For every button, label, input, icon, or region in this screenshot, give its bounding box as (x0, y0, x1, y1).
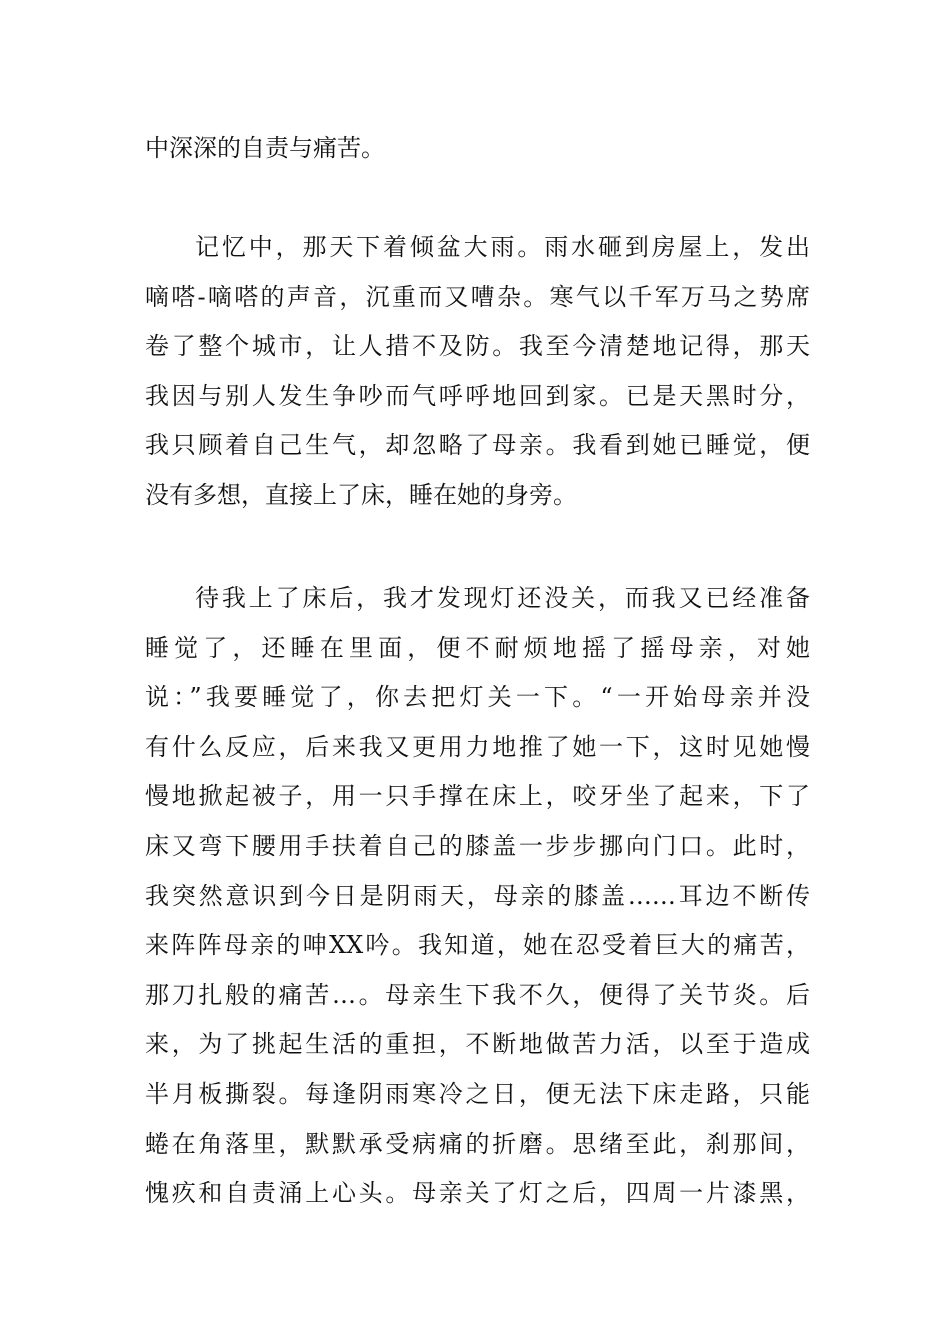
text-line: 没有多想，直接上了床，睡在她的身旁。 (145, 480, 577, 509)
text-line: 卷了整个城市，让人措不及防。我至今清楚地记得，那天 (145, 332, 810, 361)
paragraph-3 (145, 574, 810, 1219)
text-line: 有什么反应，后来我又更用力地推了她一下，这时见她慢 (145, 732, 810, 761)
text-line: 愧疚和自责涌上心头。母亲关了灯之后，四周一片漆黑， (145, 1179, 810, 1208)
text-line: 我突然意识到今日是阴雨天，母亲的膝盖……耳边不断传 (145, 881, 810, 910)
text-line: 记忆中，那天下着倾盆大雨。雨水砸到房屋上，发出 (195, 233, 810, 261)
text-line: 床又弯下腰用手扶着自己的膝盖一步步挪向门口。此时， (145, 831, 810, 860)
text-line: 待我上了床后，我才发现灯还没关，而我又已经准备 (195, 584, 810, 612)
text-line: 说：”我要睡觉了，你去把灯关一下。“一开始母亲并没 (145, 683, 810, 712)
text-line: 嘀嗒-嘀嗒的声音，沉重而又嘈杂。寒气以千军万马之势席 (145, 282, 810, 311)
paragraph-1 (145, 124, 810, 174)
text-line: 睡觉了，还睡在里面，便不耐烦地摇了摇母亲，对她 (145, 633, 810, 662)
text-line: 我只顾着自己生气，却忽略了母亲。我看到她已睡觉，便 (145, 431, 810, 460)
text-line: 慢地掀起被子，用一只手撑在床上，咬牙坐了起来，下了 (145, 782, 810, 811)
text-line: 那刀扎般的痛苦…。母亲生下我不久，便得了关节炎。后 (145, 980, 810, 1009)
paragraph-2 (145, 223, 810, 521)
text-line: 蜷在角落里，默默承受病痛的折磨。思绪至此，刹那间， (145, 1129, 810, 1158)
text-line: 中深深的自责与痛苦。 (145, 134, 385, 162)
text-line: 来，为了挑起生活的重担，不断地做苦力活，以至于造成 (145, 1030, 810, 1059)
text-line: 半月板撕裂。每逢阴雨寒冷之日，便无法下床走路，只能 (145, 1079, 810, 1108)
text-line: 来阵阵母亲的呻XX吟。我知道，她在忍受着巨大的痛苦， (145, 931, 810, 960)
text-line: 我因与别人发生争吵而气呼呼地回到家。已是天黑时分， (145, 381, 810, 410)
